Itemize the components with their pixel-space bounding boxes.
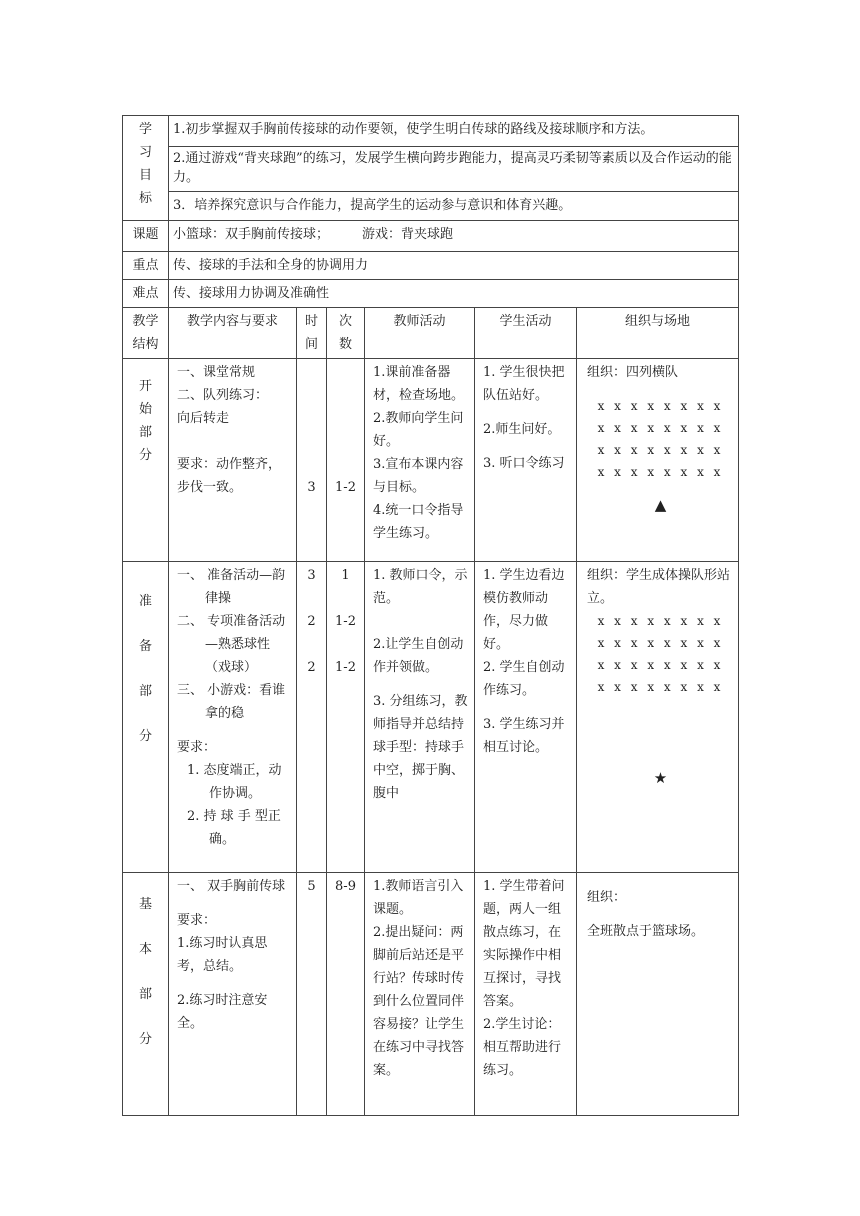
header-time: 时间	[297, 308, 327, 359]
key-point-row	[123, 252, 739, 280]
lesson-plan-table	[122, 115, 739, 1116]
header-structure: 教学结构	[123, 308, 169, 359]
section-basic-time: 5	[297, 873, 327, 1116]
section-basic-organization: 组织： 全班散点于篮球场。	[577, 873, 739, 1116]
goals-label: 学 习 目 标	[123, 116, 169, 221]
topic-value: 小篮球：双手胸前传接球； 游戏：背夹球跑	[169, 221, 739, 252]
teacher-position-triangle-icon: ▲	[654, 496, 667, 514]
header-student: 学生活动	[475, 308, 577, 359]
goal-item-1: 1.初步掌握双手胸前传接球的动作要领，使学生明白传球的路线及接球顺序和方法。	[169, 116, 739, 147]
formation-row: x x x x x x x x	[597, 421, 724, 435]
goal-row-3	[123, 192, 739, 221]
goal-row-2	[123, 147, 739, 192]
section-opening-count: 1-2	[327, 359, 365, 562]
section-basic-row	[123, 873, 739, 1116]
section-basic-label: 基 本 部 分	[123, 873, 169, 1116]
header-count: 次数	[327, 308, 365, 359]
key-point-label: 重点	[123, 252, 169, 280]
difficulty-value: 传、接球用力协调及准确性	[169, 280, 739, 308]
section-opening-label: 开 始 部 分	[123, 359, 169, 562]
difficulty-row	[123, 280, 739, 308]
section-opening-student: 1. 学生很快把队伍站好。 2.师生问好。 3. 听口令练习	[475, 359, 577, 562]
formation-row: x x x x x x x x	[597, 614, 724, 628]
key-point-value: 传、接球的手法和全身的协调用力	[169, 252, 739, 280]
section-opening-time: 3	[297, 359, 327, 562]
section-basic-student: 1. 学生带着问题，两人一组散点练习，在实际操作中相互探讨，寻找答案。 2.学生讨论：相互帮助进行练习。	[475, 873, 577, 1116]
header-content: 教学内容与要求	[169, 308, 297, 359]
goal-item-2: 2.通过游戏“背夹球跑”的练习，发展学生横向跨步跑能力，提高灵巧柔韧等素质以及合作运动的能力。	[169, 147, 739, 192]
section-basic-count: 8-9	[327, 873, 365, 1116]
difficulty-label: 难点	[123, 280, 169, 308]
formation-row: x x x x x x x x	[597, 443, 724, 457]
topic-label: 课题	[123, 221, 169, 252]
section-preparation-content: 一、 准备活动—韵律操 二、 专项准备活动—熟悉球性（戏球） 三、 小游戏：看谁拿的稳 要求： 1. 态度端正，动作协调。 2. 持 球 手 型正确。	[169, 562, 297, 873]
teacher-position-star-icon: ★	[653, 769, 668, 787]
header-organization: 组织与场地	[577, 308, 739, 359]
section-opening-organization: 组织：四列横队 x x x x x x x x x x x x x x x x x x x x x x x x x x x x x x x x ▲	[577, 359, 739, 562]
section-preparation-time: 3 2 2	[297, 562, 327, 873]
formation-row: x x x x x x x x	[597, 465, 724, 479]
section-opening-teacher: 1.课前准备器材，检查场地。 2.教师向学生问好。 3.宣布本课内容与目标。 4.统一口令指导学生练习。	[365, 359, 475, 562]
section-preparation-label: 准 备 部 分	[123, 562, 169, 873]
formation-row: x x x x x x x x	[597, 399, 724, 413]
column-header-row	[123, 308, 739, 359]
section-opening-content: 一、课堂常规 二、队列练习： 向后转走 要求：动作整齐， 步伐一致。	[169, 359, 297, 562]
section-preparation-row	[123, 562, 739, 873]
section-preparation-teacher: 1. 教师口令，示范。 2.让学生自创动作并领做。 3. 分组练习，教师指导并总结持球手型：持球手中空，掷于胸、腹中	[365, 562, 475, 873]
formation-row: x x x x x x x x	[597, 680, 724, 694]
section-basic-teacher: 1.教师语言引入课题。 2.提出疑问：两脚前后站还是平行站？传球时传到什么位置同伴容易接？让学生在练习中寻找答案。	[365, 873, 475, 1116]
section-preparation-organization: 组织：学生成体操队形站立。 x x x x x x x x x x x x x x x x x x x x x x x x x x x x x x x x ★	[577, 562, 739, 873]
goal-item-3: 3．培养探究意识与合作能力，提高学生的运动参与意识和体育兴趣。	[169, 192, 739, 221]
section-basic-content: 一、 双手胸前传球 要求： 1.练习时认真思考，总结。 2.练习时注意安全。	[169, 873, 297, 1116]
topic-row	[123, 221, 739, 252]
section-opening-row	[123, 359, 739, 562]
section-preparation-count: 1 1-2 1-2	[327, 562, 365, 873]
section-preparation-student: 1. 学生边看边模仿教师动作，尽力做好。 2. 学生自创动作练习。 3. 学生练习并相互讨论。	[475, 562, 577, 873]
header-teacher: 教师活动	[365, 308, 475, 359]
formation-row: x x x x x x x x	[597, 658, 724, 672]
formation-row: x x x x x x x x	[597, 636, 724, 650]
goal-row-1	[123, 116, 739, 147]
